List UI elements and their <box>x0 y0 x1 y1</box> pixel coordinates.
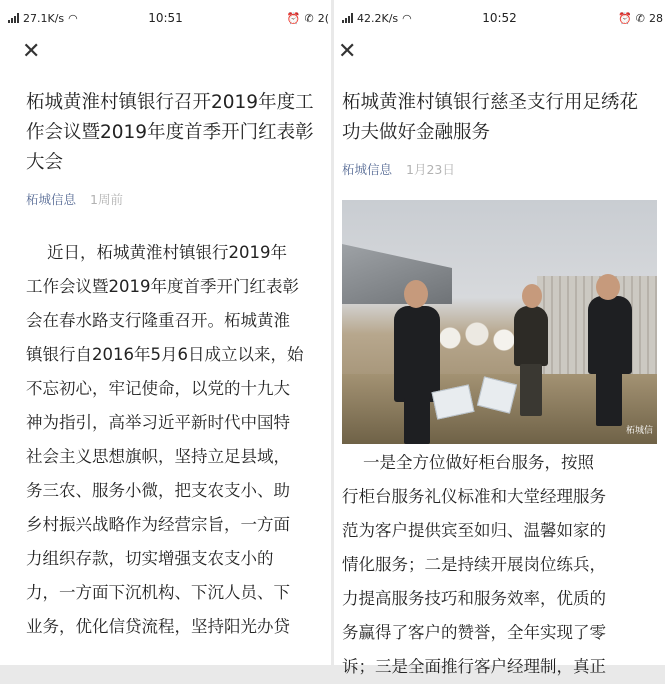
wifi-icon: ◠ <box>402 11 412 25</box>
body-line: 社会主义思想旗帜，坚持立足县域， <box>26 447 290 466</box>
body-line: 力提高服务技巧和服务效率，优质的 <box>342 589 606 608</box>
person-middle-head <box>522 284 542 308</box>
source-link[interactable]: 柘城信息 <box>342 162 393 177</box>
network-speed: 42.2K/s <box>357 11 399 25</box>
sheep-shape <box>432 318 522 358</box>
title-line: 大会 <box>26 152 64 173</box>
body-line: 镇银行自2016年5月6日成立以来，始 <box>26 345 304 364</box>
nav-bar <box>334 36 665 68</box>
person-right <box>588 296 632 374</box>
body-line: 诉；三是全面推行客户经理制，真正 <box>342 657 606 676</box>
body-line: 会在春水路支行隆重召开。柘城黄淮 <box>26 311 290 330</box>
body-line: 务赢得了客户的赞誉，全年实现了零 <box>342 623 606 642</box>
person-left <box>394 306 440 402</box>
body-line: 范为客户提供宾至如归、温馨如家的 <box>342 521 606 540</box>
body-line: 力，一方面下沉机构、下沉人员、下 <box>26 583 290 602</box>
tarp-shape <box>342 244 452 304</box>
person-left-head <box>404 280 428 308</box>
status-time: 10:51 <box>148 11 183 25</box>
network-speed: 27.1K/s <box>23 11 65 25</box>
close-icon[interactable]: ✕ <box>338 39 357 64</box>
status-time: 10:52 <box>482 11 517 25</box>
body-line: 行柜台服务礼仪标准和大堂经理服务 <box>342 487 606 506</box>
body-line: 一是全方位做好柜台服务，按照 <box>342 453 594 472</box>
body-line: 力组织存款，切实增强支农支小的 <box>26 549 274 568</box>
title-line: 作会议暨2019年度首季开门红表彰 <box>26 122 314 143</box>
close-icon[interactable]: ✕ <box>22 39 41 64</box>
body-line: 神为指引，高举习近平新时代中国特 <box>26 413 290 432</box>
article-meta <box>0 190 331 208</box>
publish-date: 1周前 <box>90 192 123 207</box>
alarm-icon: ⏰ <box>618 11 632 25</box>
alarm-icon: ⏰ <box>286 11 301 25</box>
article-body <box>334 446 665 684</box>
photo-watermark: 柘城信 <box>625 426 653 436</box>
status-bar <box>0 0 331 36</box>
wifi-icon: ◠ <box>68 11 78 25</box>
call-icon: ✆ <box>635 11 645 25</box>
article-title <box>334 88 665 148</box>
person-middle <box>514 306 548 366</box>
right-article-screen <box>334 0 665 676</box>
title-line: 功夫做好金融服务 <box>342 122 491 143</box>
title-line: 柘城黄淮村镇银行慈圣支行用足绣花 <box>342 92 639 113</box>
call-icon: ✆ <box>304 11 314 25</box>
battery-text: 28 <box>649 11 663 25</box>
article-photo <box>342 200 657 444</box>
nav-bar <box>0 36 331 68</box>
title-line: 柘城黄淮村镇银行召开2019年度工 <box>26 92 314 113</box>
body-line: 务三农、服务小微，把支农支小、助 <box>26 481 290 500</box>
body-line: 乡村振兴战略作为经营宗旨，一方面 <box>26 515 290 534</box>
body-line: 工作会议暨2019年度首季开门红表彰 <box>26 277 299 296</box>
left-article-screen <box>0 0 331 665</box>
status-bar <box>334 0 665 36</box>
person-right-legs <box>596 370 622 426</box>
person-right-head <box>596 274 620 300</box>
publish-date: 1月23日 <box>406 162 455 177</box>
body-line: 业务，优化信贷流程，坚持阳光办贷 <box>26 617 290 636</box>
article-title <box>0 88 331 178</box>
source-link[interactable]: 柘城信息 <box>26 192 77 207</box>
body-line: 情化服务；二是持续开展岗位练兵， <box>342 555 606 574</box>
person-left-legs <box>404 398 430 444</box>
person-middle-legs <box>520 364 542 416</box>
article-body <box>0 236 331 644</box>
battery-text: 2( <box>317 11 329 25</box>
body-line: 近日，柘城黄淮村镇银行2019年 <box>26 243 287 262</box>
article-meta <box>334 160 665 178</box>
body-line: 不忘初心，牢记使命，以党的十九大 <box>26 379 290 398</box>
